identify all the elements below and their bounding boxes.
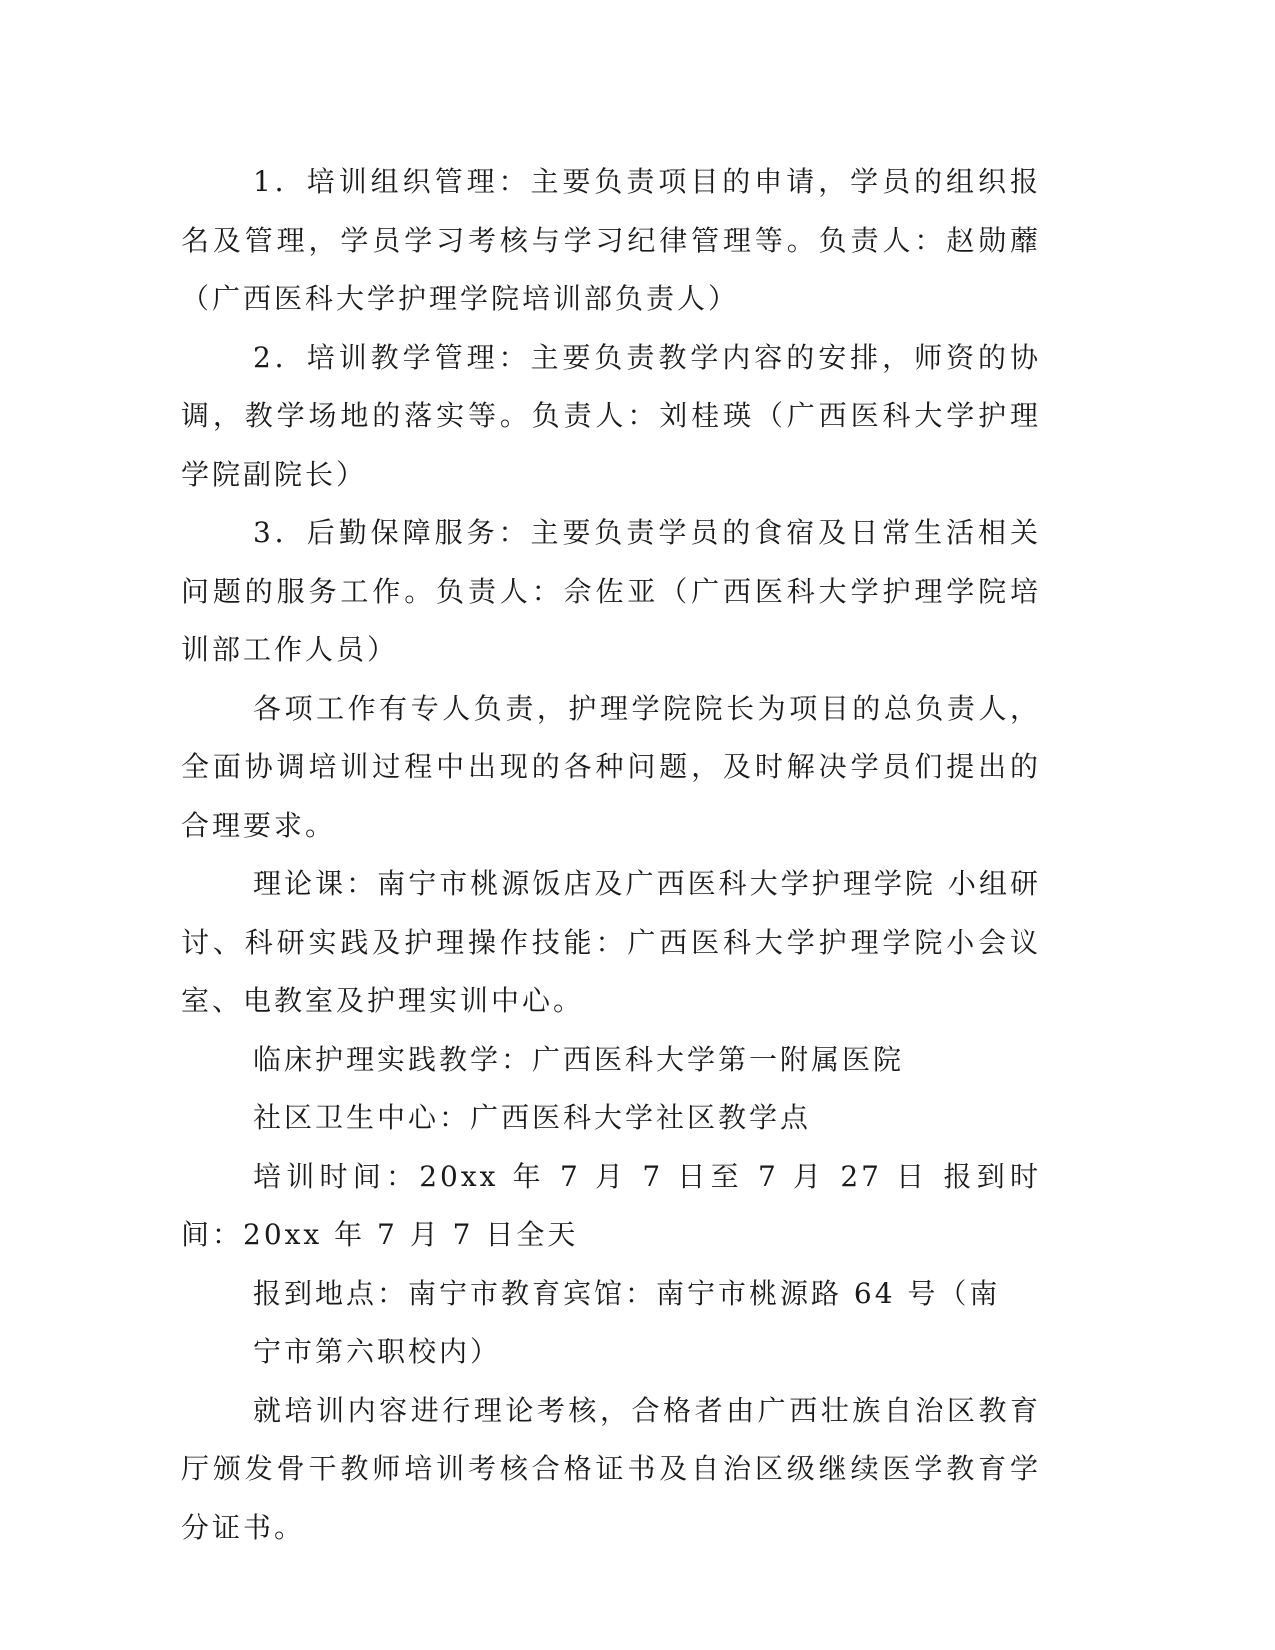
paragraph-teaching-management: 2．培训教学管理：主要负责教学内容的安排，师资的协调，教学场地的落实等。负责人：刘桂瑛（广西医科大学护理学院副院长） — [181, 340, 1041, 491]
paragraph-report-location-continued: 宁市第六职校内） — [253, 1335, 502, 1368]
paragraph-community-center: 社区卫生中心：广西医科大学社区教学点 — [253, 1101, 812, 1134]
paragraph-theory-course: 理论课：南宁市桃源饭店及广西医科大学护理学院 小组研讨、科研实践及护理操作技能：广西医科大学护理学院小会议室、电教室及护理实训中心。 — [181, 867, 1041, 1017]
paragraph-logistics-service: 3．后勤保障服务：主要负责学员的食宿及日常生活相关问题的服务工作。负责人：佘佐亚（广西医科大学护理学院培训部工作人员） — [181, 516, 1041, 666]
paragraph-training-organization: 1．培训组织管理：主要负责项目的申请，学员的组织报名及管理，学员学习考核与学习纪律管理等。负责人：赵勋蘼（广西医科大学护理学院培训部负责人） — [181, 165, 1041, 315]
paragraph-overall-responsibility: 各项工作有专人负责，护理学院院长为项目的总负责人，全面协调培训过程中出现的各种问题，及时解决学员们提出的合理要求。 — [181, 691, 1041, 842]
document-body — [181, 153, 1041, 1557]
paragraph-assessment: 就培训内容进行理论考核，合格者由广西壮族自治区教育厅颁发骨干教师培训考核合格证书及自治区级继续医学教育学分证书。 — [181, 1393, 1041, 1544]
paragraph-clinical-practice: 临床护理实践教学：广西医科大学第一附属医院 — [253, 1042, 905, 1076]
paragraph-report-location: 报到地点：南宁市教育宾馆：南宁市桃源路 64 号（南 — [253, 1276, 1001, 1310]
paragraph-training-time: 培训时间：20xx 年 7 月 7 日至 7 月 27 日 报到时间：20xx 年 7 月 7 日全天 — [181, 1159, 1041, 1251]
